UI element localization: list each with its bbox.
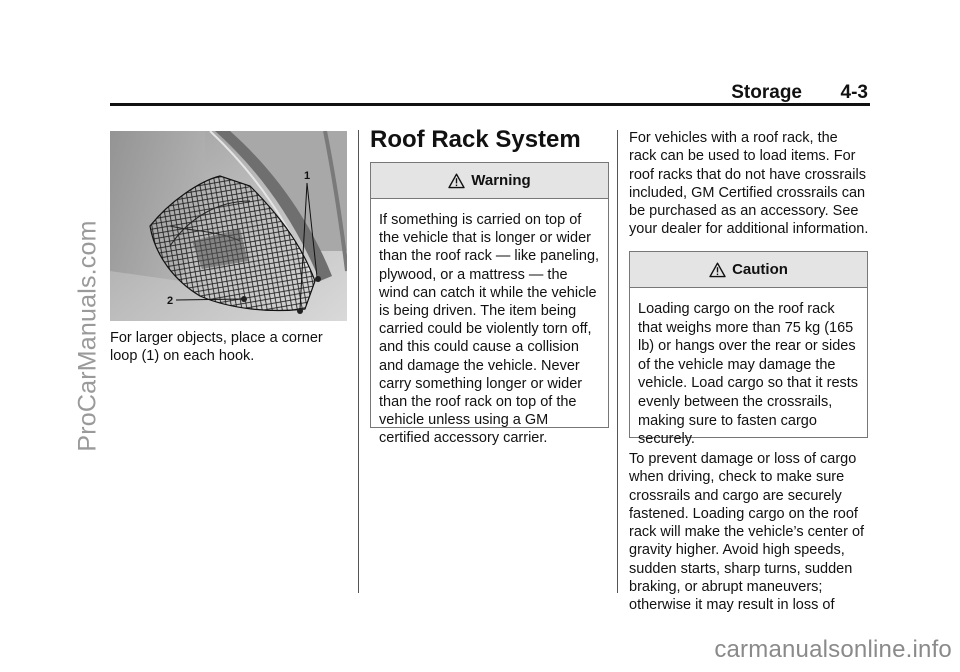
callout-1: 1	[304, 170, 311, 182]
cargo-net-figure	[110, 131, 347, 321]
warning-label: Warning	[471, 172, 531, 189]
side-watermark: ProCarManuals.com	[73, 220, 102, 452]
section-name: Storage	[731, 82, 802, 103]
warning-box	[370, 162, 609, 447]
caution-header	[630, 252, 867, 288]
caution-triangle-icon	[709, 262, 726, 278]
callout-2: 2	[167, 295, 174, 307]
warning-text: If something is carried on top of the vehicle that is longer or wider than the roof rack — like paneling, plywood, or a mattress — the wind can catch it while the vehicle is being driven. The item being carried could be violently torn off, and this could cause a collision and damage the vehicle. Never carry something longer or wider than the roof rack on top of the vehicle unless using a GM certified accessory carrier.	[379, 212, 600, 447]
caution-label: Caution	[732, 261, 788, 278]
roof-rack-body-text: To prevent damage or loss of cargo when driving, check to make sure crossrails and cargo are securely fastened. Loading cargo on the roof rack will make the vehicle’s center of gravity higher. Avoid high speeds, sudden starts, sharp turns, sudden braking, or abrupt maneuvers; otherwise it may result in loss of	[629, 451, 865, 614]
page-number: 4-3	[840, 82, 868, 103]
warning-triangle-icon	[448, 173, 465, 189]
roof-rack-intro: For vehicles with a roof rack, the rack can be used to load items. For roof racks that do not have crossrails included, GM Certified crossrails can be purchased as an accessory. See your dealer for additional information.	[629, 130, 869, 238]
page-header	[110, 82, 868, 102]
section-title: Roof Rack System	[370, 126, 581, 153]
column-divider-left	[358, 130, 359, 593]
header-rule	[110, 103, 870, 106]
figure-caption: For larger objects, place a corner loop (1) on each hook.	[110, 330, 323, 364]
warning-header	[371, 163, 608, 199]
caution-box	[629, 251, 868, 448]
column-divider-right	[617, 130, 618, 593]
caution-text: Loading cargo on the roof rack that weighs more than 75 kg (165 lb) or hangs over the rear or sides of the vehicle may damage the vehicle. Load cargo so that it rests evenly between the crossrails, making sure to fasten cargo securely.	[638, 301, 859, 448]
footer-watermark: carmanualsonline.info	[714, 636, 952, 663]
